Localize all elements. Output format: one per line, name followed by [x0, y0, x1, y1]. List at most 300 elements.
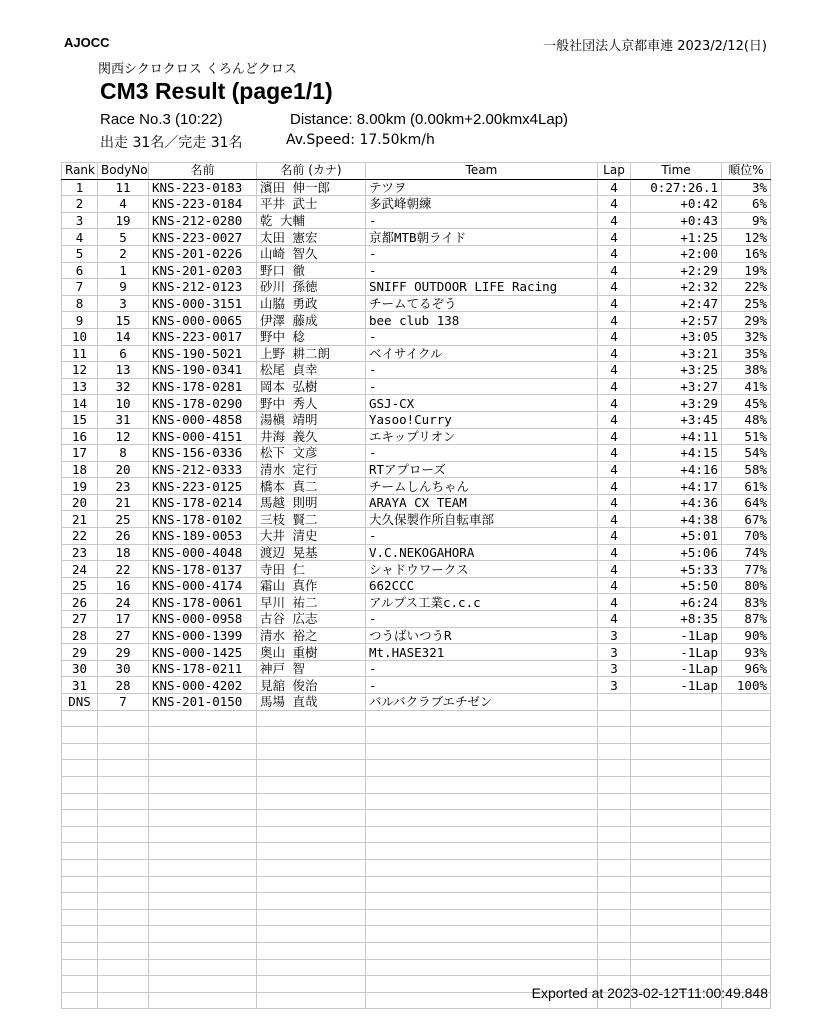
percent-cell: 29%	[722, 312, 771, 329]
team-cell: -	[366, 328, 598, 345]
license-cell: KNS-000-3151	[149, 295, 257, 312]
team-cell: ベイサイクル	[366, 345, 598, 362]
empty-cell	[62, 876, 98, 893]
empty-cell	[98, 942, 149, 959]
rank-cell: 24	[62, 561, 98, 578]
rank-cell: DNS	[62, 694, 98, 711]
table-row	[62, 196, 771, 213]
time-cell	[631, 694, 722, 711]
empty-row	[62, 826, 771, 843]
bodyno-cell: 29	[98, 644, 149, 661]
bodyno-cell: 3	[98, 295, 149, 312]
team-cell: -	[366, 660, 598, 677]
table-row	[62, 511, 771, 528]
percent-cell: 6%	[722, 196, 771, 213]
lap-cell: 4	[598, 262, 631, 279]
time-cell: +4:15	[631, 445, 722, 462]
bodyno-cell: 20	[98, 461, 149, 478]
team-cell: テツヲ	[366, 179, 598, 196]
name-cell: 乾 大輔	[257, 212, 366, 229]
empty-cell	[631, 942, 722, 959]
team-cell: SNIFF OUTDOOR LIFE Racing	[366, 279, 598, 296]
team-cell: アルプス工業c.c.c	[366, 594, 598, 611]
empty-cell	[598, 760, 631, 777]
table-row	[62, 428, 771, 445]
name-cell: 平井 武士	[257, 196, 366, 213]
table-row	[62, 212, 771, 229]
license-cell: KNS-223-0027	[149, 229, 257, 246]
percent-cell: 45%	[722, 395, 771, 412]
col-header-lap: Lap	[598, 163, 631, 180]
name-cell: 野中 秀人	[257, 395, 366, 412]
license-cell: KNS-201-0150	[149, 694, 257, 711]
license-cell: KNS-178-0281	[149, 378, 257, 395]
license-cell: KNS-000-4858	[149, 411, 257, 428]
percent-cell: 32%	[722, 328, 771, 345]
page-title: CM3 Result (page1/1)	[100, 78, 333, 104]
empty-cell	[598, 776, 631, 793]
average-speed: Av.Speed: 17.50km/h	[286, 132, 435, 148]
lap-cell: 4	[598, 229, 631, 246]
race-number: Race No.3 (10:22)	[100, 111, 223, 128]
time-cell: +5:33	[631, 561, 722, 578]
rank-cell: 11	[62, 345, 98, 362]
empty-cell	[598, 876, 631, 893]
percent-cell: 9%	[722, 212, 771, 229]
lap-cell: 4	[598, 179, 631, 196]
time-cell: +0:43	[631, 212, 722, 229]
table-row	[62, 445, 771, 462]
table-row	[62, 262, 771, 279]
lap-cell: 4	[598, 528, 631, 545]
name-cell: 霜山 真作	[257, 577, 366, 594]
team-cell: bee club 138	[366, 312, 598, 329]
license-cell: KNS-212-0123	[149, 279, 257, 296]
name-cell: 馬越 則明	[257, 494, 366, 511]
empty-cell	[257, 843, 366, 860]
time-cell: +5:06	[631, 544, 722, 561]
percent-cell: 80%	[722, 577, 771, 594]
empty-cell	[366, 926, 598, 943]
empty-row	[62, 909, 771, 926]
table-row	[62, 627, 771, 644]
empty-row	[62, 859, 771, 876]
rank-cell: 8	[62, 295, 98, 312]
lap-cell: 4	[598, 378, 631, 395]
starters-finishers: 出走 31名／完走 31名	[100, 135, 243, 151]
time-cell: +3:05	[631, 328, 722, 345]
bodyno-cell: 18	[98, 544, 149, 561]
time-cell: +5:01	[631, 528, 722, 545]
time-cell: +4:36	[631, 494, 722, 511]
license-cell: KNS-178-0214	[149, 494, 257, 511]
team-cell: チームてるぞう	[366, 295, 598, 312]
time-cell: +3:27	[631, 378, 722, 395]
empty-cell	[62, 976, 98, 993]
empty-row	[62, 810, 771, 827]
empty-cell	[366, 776, 598, 793]
rank-cell: 5	[62, 245, 98, 262]
time-cell: +3:45	[631, 411, 722, 428]
license-cell: KNS-223-0184	[149, 196, 257, 213]
empty-cell	[62, 942, 98, 959]
name-cell: 上野 耕二朗	[257, 345, 366, 362]
rank-cell: 10	[62, 328, 98, 345]
empty-cell	[722, 810, 771, 827]
rank-cell: 27	[62, 611, 98, 628]
table-row	[62, 660, 771, 677]
license-cell: KNS-000-4151	[149, 428, 257, 445]
rank-cell: 12	[62, 362, 98, 379]
col-header-rank: Rank	[62, 163, 98, 180]
empty-cell	[598, 727, 631, 744]
rank-cell: 2	[62, 196, 98, 213]
empty-cell	[722, 727, 771, 744]
table-row	[62, 312, 771, 329]
rank-cell: 6	[62, 262, 98, 279]
lap-cell: 3	[598, 627, 631, 644]
time-cell: +3:29	[631, 395, 722, 412]
lap-cell: 4	[598, 212, 631, 229]
name-cell: 奥山 重樹	[257, 644, 366, 661]
empty-cell	[722, 959, 771, 976]
empty-row	[62, 710, 771, 727]
table-row	[62, 611, 771, 628]
empty-row	[62, 843, 771, 860]
table-row	[62, 561, 771, 578]
empty-cell	[98, 893, 149, 910]
rank-cell: 3	[62, 212, 98, 229]
name-cell: 清水 裕之	[257, 627, 366, 644]
team-cell: ARAYA CX TEAM	[366, 494, 598, 511]
empty-row	[62, 942, 771, 959]
team-cell: GSJ-CX	[366, 395, 598, 412]
team-cell: 662CCC	[366, 577, 598, 594]
percent-cell: 38%	[722, 362, 771, 379]
bodyno-cell: 5	[98, 229, 149, 246]
name-cell: 古谷 広志	[257, 611, 366, 628]
percent-cell: 51%	[722, 428, 771, 445]
name-cell: 太田 憲宏	[257, 229, 366, 246]
bodyno-cell: 7	[98, 694, 149, 711]
empty-cell	[149, 793, 257, 810]
license-cell: KNS-000-1399	[149, 627, 257, 644]
bodyno-cell: 17	[98, 611, 149, 628]
name-cell: 馬場 直哉	[257, 694, 366, 711]
empty-cell	[98, 727, 149, 744]
empty-cell	[366, 810, 598, 827]
license-cell: KNS-190-0341	[149, 362, 257, 379]
lap-cell: 4	[598, 395, 631, 412]
empty-cell	[631, 710, 722, 727]
empty-cell	[62, 826, 98, 843]
empty-cell	[257, 992, 366, 1009]
license-cell: KNS-178-0061	[149, 594, 257, 611]
name-cell: 野中 稔	[257, 328, 366, 345]
empty-cell	[366, 843, 598, 860]
percent-cell: 12%	[722, 229, 771, 246]
percent-cell: 25%	[722, 295, 771, 312]
empty-cell	[598, 710, 631, 727]
empty-cell	[149, 909, 257, 926]
percent-cell: 41%	[722, 378, 771, 395]
empty-cell	[366, 793, 598, 810]
empty-cell	[257, 810, 366, 827]
rank-cell: 7	[62, 279, 98, 296]
empty-cell	[149, 743, 257, 760]
license-cell: KNS-156-0336	[149, 445, 257, 462]
lap-cell: 4	[598, 245, 631, 262]
empty-cell	[149, 760, 257, 777]
license-cell: KNS-178-0137	[149, 561, 257, 578]
team-cell: 京都MTB朝ライド	[366, 229, 598, 246]
name-cell: 山脇 勇政	[257, 295, 366, 312]
percent-cell: 58%	[722, 461, 771, 478]
empty-cell	[631, 893, 722, 910]
empty-row	[62, 760, 771, 777]
empty-cell	[722, 826, 771, 843]
empty-cell	[722, 760, 771, 777]
empty-cell	[366, 743, 598, 760]
percent-cell: 19%	[722, 262, 771, 279]
empty-cell	[631, 760, 722, 777]
table-row	[62, 644, 771, 661]
name-cell: 山崎 智久	[257, 245, 366, 262]
team-cell: 大久保製作所自転車部	[366, 511, 598, 528]
team-cell: -	[366, 245, 598, 262]
lap-cell: 4	[598, 362, 631, 379]
empty-cell	[598, 743, 631, 760]
license-cell: KNS-000-0065	[149, 312, 257, 329]
name-cell: 岡本 弘樹	[257, 378, 366, 395]
empty-cell	[98, 859, 149, 876]
lap-cell: 4	[598, 328, 631, 345]
time-cell: +4:17	[631, 478, 722, 495]
empty-cell	[98, 959, 149, 976]
rank-cell: 22	[62, 528, 98, 545]
name-cell: 野口 徹	[257, 262, 366, 279]
license-cell: KNS-201-0203	[149, 262, 257, 279]
empty-cell	[98, 793, 149, 810]
lap-cell: 4	[598, 345, 631, 362]
empty-row	[62, 727, 771, 744]
empty-cell	[62, 727, 98, 744]
team-cell: Yasoo!Curry	[366, 411, 598, 428]
name-cell: 濱田 伸一郎	[257, 179, 366, 196]
time-cell: +4:38	[631, 511, 722, 528]
bodyno-cell: 32	[98, 378, 149, 395]
name-cell: 湯槇 靖明	[257, 411, 366, 428]
percent-cell: 16%	[722, 245, 771, 262]
lap-cell	[598, 694, 631, 711]
license-cell: KNS-201-0226	[149, 245, 257, 262]
name-cell: 神戸 智	[257, 660, 366, 677]
empty-cell	[598, 810, 631, 827]
rank-cell: 17	[62, 445, 98, 462]
empty-cell	[722, 843, 771, 860]
empty-cell	[257, 909, 366, 926]
table-row	[62, 229, 771, 246]
empty-cell	[62, 992, 98, 1009]
rank-cell: 16	[62, 428, 98, 445]
empty-cell	[257, 826, 366, 843]
percent-cell: 54%	[722, 445, 771, 462]
empty-row	[62, 876, 771, 893]
empty-cell	[722, 743, 771, 760]
empty-cell	[62, 909, 98, 926]
team-cell: つうばいつうR	[366, 627, 598, 644]
name-cell: 早川 祐二	[257, 594, 366, 611]
time-cell: +2:32	[631, 279, 722, 296]
rank-cell: 29	[62, 644, 98, 661]
license-cell: KNS-000-4174	[149, 577, 257, 594]
empty-cell	[257, 776, 366, 793]
time-cell: +0:42	[631, 196, 722, 213]
team-cell: -	[366, 445, 598, 462]
percent-cell	[722, 694, 771, 711]
lap-cell: 4	[598, 494, 631, 511]
table-row	[62, 677, 771, 694]
name-cell: 松尾 貞幸	[257, 362, 366, 379]
empty-cell	[62, 760, 98, 777]
license-cell: KNS-178-0211	[149, 660, 257, 677]
empty-cell	[149, 959, 257, 976]
empty-cell	[62, 793, 98, 810]
team-cell: チームしんちゃん	[366, 478, 598, 495]
name-cell: 井海 義久	[257, 428, 366, 445]
export-timestamp: Exported at 2023-02-12T11:00:49.848	[531, 985, 768, 1001]
empty-cell	[631, 859, 722, 876]
bodyno-cell: 22	[98, 561, 149, 578]
empty-cell	[631, 926, 722, 943]
percent-cell: 96%	[722, 660, 771, 677]
empty-cell	[149, 859, 257, 876]
empty-cell	[722, 942, 771, 959]
percent-cell: 87%	[722, 611, 771, 628]
percent-cell: 61%	[722, 478, 771, 495]
rank-cell: 4	[62, 229, 98, 246]
empty-row	[62, 893, 771, 910]
empty-cell	[149, 976, 257, 993]
name-cell: 大井 清史	[257, 528, 366, 545]
empty-cell	[631, 843, 722, 860]
empty-cell	[62, 926, 98, 943]
lap-cell: 4	[598, 511, 631, 528]
empty-row	[62, 959, 771, 976]
lap-cell: 4	[598, 279, 631, 296]
percent-cell: 93%	[722, 644, 771, 661]
table-row	[62, 411, 771, 428]
empty-cell	[149, 942, 257, 959]
lap-cell: 4	[598, 478, 631, 495]
empty-cell	[149, 876, 257, 893]
bodyno-cell: 15	[98, 312, 149, 329]
team-cell: バルバクラブエチゼン	[366, 694, 598, 711]
empty-cell	[366, 859, 598, 876]
empty-row	[62, 743, 771, 760]
team-cell: -	[366, 362, 598, 379]
license-cell: KNS-212-0333	[149, 461, 257, 478]
table-row	[62, 245, 771, 262]
table-row	[62, 279, 771, 296]
time-cell: 0:27:26.1	[631, 179, 722, 196]
time-cell: +2:00	[631, 245, 722, 262]
license-cell: KNS-000-0958	[149, 611, 257, 628]
time-cell: +8:35	[631, 611, 722, 628]
empty-cell	[631, 959, 722, 976]
empty-row	[62, 776, 771, 793]
percent-cell: 70%	[722, 528, 771, 545]
empty-cell	[631, 810, 722, 827]
results-table	[61, 162, 771, 1009]
table-row	[62, 461, 771, 478]
empty-cell	[722, 776, 771, 793]
name-cell: 橋本 真二	[257, 478, 366, 495]
col-header-team: Team	[366, 163, 598, 180]
percent-cell: 3%	[722, 179, 771, 196]
lap-cell: 4	[598, 196, 631, 213]
percent-cell: 35%	[722, 345, 771, 362]
empty-cell	[149, 826, 257, 843]
name-cell: 清水 定行	[257, 461, 366, 478]
col-header-name-kana: 名前 (カナ)	[257, 163, 366, 180]
empty-cell	[631, 876, 722, 893]
table-row	[62, 478, 771, 495]
time-cell: -1Lap	[631, 660, 722, 677]
name-cell: 三枝 賢二	[257, 511, 366, 528]
license-cell: KNS-190-5021	[149, 345, 257, 362]
empty-cell	[631, 776, 722, 793]
lap-cell: 3	[598, 644, 631, 661]
empty-cell	[257, 760, 366, 777]
time-cell: +2:29	[631, 262, 722, 279]
table-row	[62, 378, 771, 395]
empty-cell	[631, 743, 722, 760]
empty-cell	[98, 810, 149, 827]
time-cell: +2:57	[631, 312, 722, 329]
empty-cell	[631, 826, 722, 843]
time-cell: -1Lap	[631, 627, 722, 644]
empty-cell	[366, 893, 598, 910]
empty-cell	[257, 710, 366, 727]
empty-cell	[722, 893, 771, 910]
team-cell: -	[366, 611, 598, 628]
team-cell: -	[366, 528, 598, 545]
percent-cell: 77%	[722, 561, 771, 578]
percent-cell: 74%	[722, 544, 771, 561]
license-cell: KNS-178-0290	[149, 395, 257, 412]
empty-cell	[257, 976, 366, 993]
empty-cell	[62, 776, 98, 793]
table-row	[62, 362, 771, 379]
empty-cell	[149, 727, 257, 744]
license-cell: KNS-189-0053	[149, 528, 257, 545]
bodyno-cell: 4	[98, 196, 149, 213]
empty-cell	[98, 976, 149, 993]
empty-cell	[62, 893, 98, 910]
lap-cell: 4	[598, 561, 631, 578]
table-row	[62, 328, 771, 345]
rank-cell: 23	[62, 544, 98, 561]
team-cell: -	[366, 378, 598, 395]
table-row	[62, 295, 771, 312]
empty-cell	[257, 876, 366, 893]
empty-cell	[98, 876, 149, 893]
empty-cell	[722, 909, 771, 926]
empty-cell	[722, 859, 771, 876]
empty-cell	[366, 909, 598, 926]
empty-cell	[257, 893, 366, 910]
